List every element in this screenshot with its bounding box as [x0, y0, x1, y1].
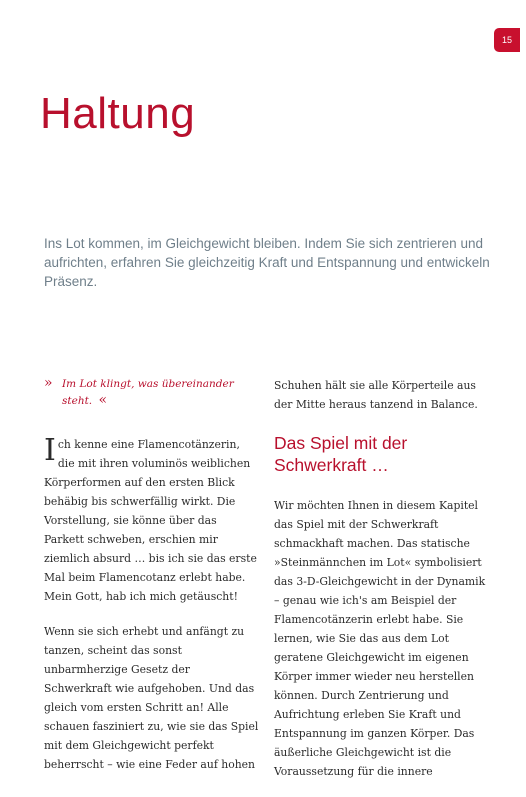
section-title: Das Spiel mit der Schwerkraft … [274, 433, 408, 475]
chapter-title: Haltung [40, 89, 196, 138]
quote-close-mark: « [98, 392, 108, 408]
dropcap: I [44, 433, 56, 468]
body-paragraph-continued: Schuhen hält sie alle Körperteile aus der Mitte heraus tanzend in Balance. [274, 379, 478, 411]
body-paragraph-1-text: ch kenne eine Flamencotänzerin, die mit ihren voluminös weiblichen Körperformen auf den ersten Blick behäbig bis schwerfällig wirkt. Die Vorstellung, sie könne über das Parkett schweben, erschien mir ziemlich absurd … bis ich sie das erste Mal beim Flamencotanz erlebt habe. Mein Gott, hab ich mich getäuscht! [44, 438, 257, 603]
body-paragraph-1 [44, 435, 259, 606]
right-column [274, 376, 489, 797]
page-number-badge: 15 [494, 28, 520, 52]
body-paragraph-3: Wir möchten Ihnen in diesem Kapitel das Spiel mit der Schwerkraft schmackhaft machen. Das statische »Steinmännchen im Lot« symbolisiert das 3-D-Gleichgewicht in der Dynamik – genau wie ich's am Beispiel der Flamencotänzerin erlebt habe. Sie lernen, wie Sie das aus dem Lot geratene Gleichgewicht im eigenen Körper immer wieder neu herstellen können. Durch Zentrierung und Aufrichtung erleben Sie Kraft und Entspannung im ganzen Körper. Das äußerliche Gleichgewicht ist die Voraussetzung für die innere [274, 499, 486, 778]
pull-quote [44, 376, 259, 409]
left-column [44, 376, 259, 790]
quote-open-mark: » [44, 375, 53, 391]
body-paragraph-2: Wenn sie sich erhebt und anfängt zu tanzen, scheint das sonst unbarmherzige Gesetz der Schwerkraft wie aufgehoben. Und das gleich vom ersten Schritt an! Alle schauen fasziniert zu, wie sie das Spiel mit dem Gleichgewicht perfekt beherrscht – wie eine Feder auf hohen [44, 625, 259, 771]
chapter-intro: Ins Lot kommen, im Gleichgewicht bleiben. Indem Sie sich zentrieren und aufrichten, erfahren Sie gleichzeitig Kraft und Entspannung und entwickeln Präsenz. [44, 236, 490, 289]
pull-quote-text: Im Lot klingt, was übereinander steht. [62, 378, 234, 407]
